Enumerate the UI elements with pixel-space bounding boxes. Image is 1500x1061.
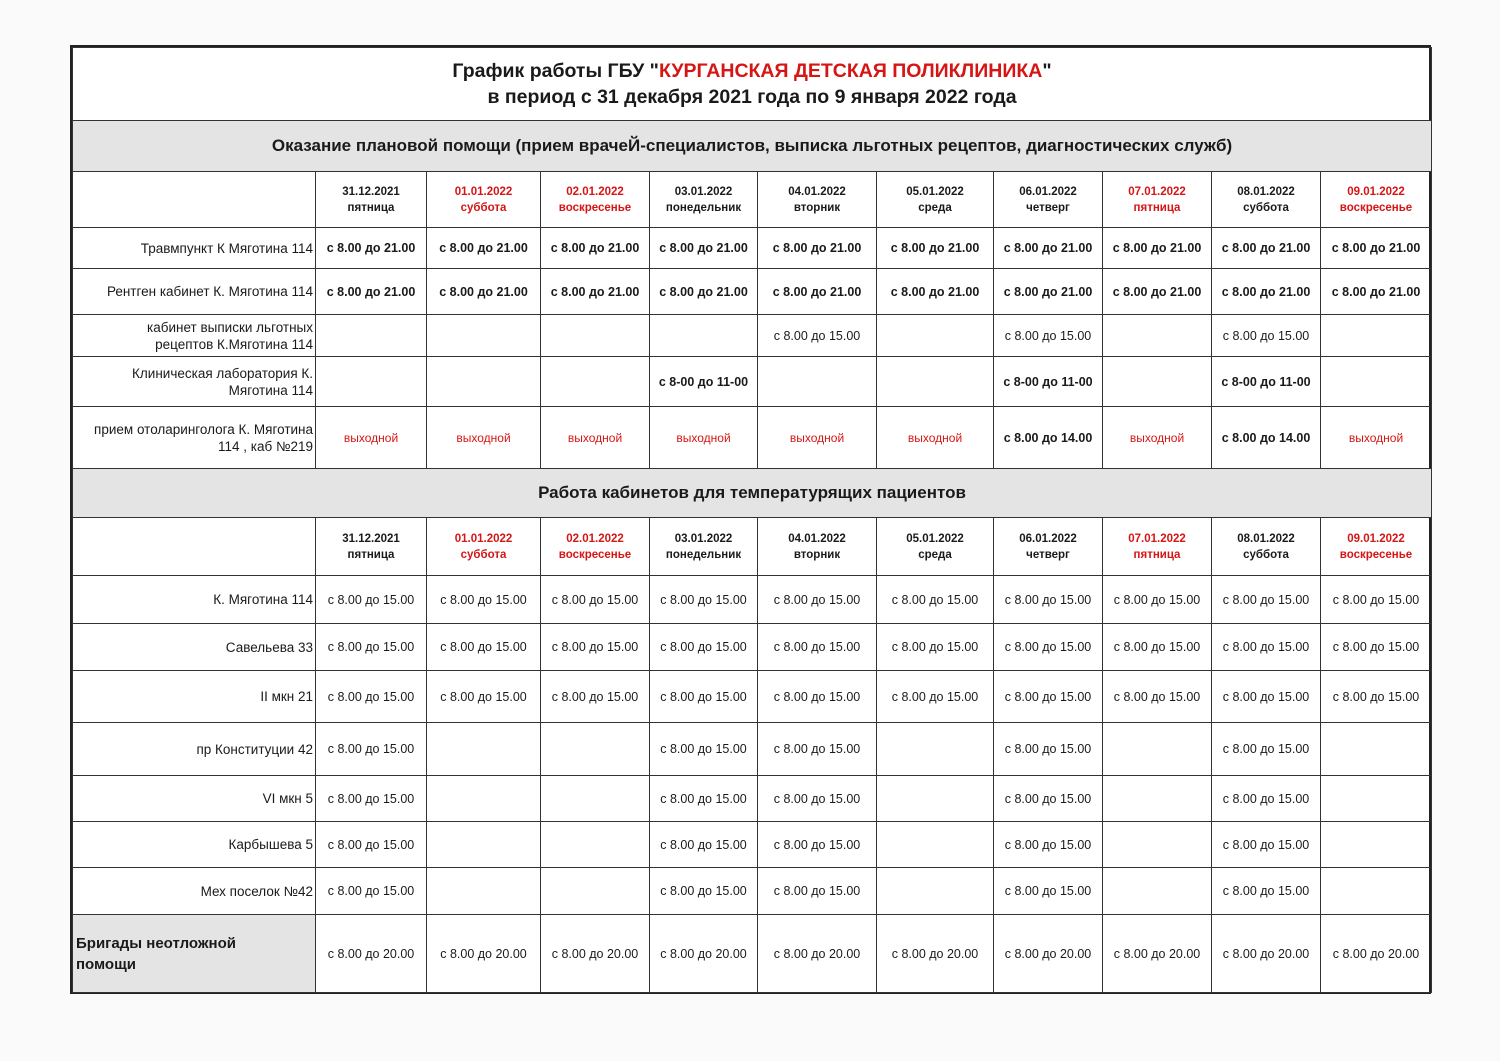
schedule-cell xyxy=(877,723,994,776)
schedule-cell: с 8.00 до 21.00 xyxy=(650,228,758,269)
schedule-cell: выходной xyxy=(1321,407,1432,469)
schedule-table xyxy=(72,47,1432,993)
schedule-cell: с 8.00 до 21.00 xyxy=(650,269,758,315)
schedule-cell: с 8.00 до 15.00 xyxy=(994,822,1103,868)
schedule-cell: с 8.00 до 21.00 xyxy=(1212,228,1321,269)
schedule-cell: с 8.00 до 15.00 xyxy=(316,822,427,868)
schedule-cell xyxy=(541,357,650,407)
table-row xyxy=(73,624,1432,671)
schedule-cell: с 8.00 до 15.00 xyxy=(994,624,1103,671)
day-header: 31.12.2021 пятница xyxy=(316,172,427,228)
schedule-cell: выходной xyxy=(650,407,758,469)
day-header: 09.01.2022 воскресенье xyxy=(1321,172,1432,228)
day-header: 08.01.2022 суббота xyxy=(1212,172,1321,228)
schedule-cell: с 8.00 до 15.00 xyxy=(758,315,877,357)
schedule-cell: выходной xyxy=(877,407,994,469)
schedule-cell xyxy=(1103,357,1212,407)
day-header: 01.01.2022 суббота xyxy=(427,518,541,576)
schedule-cell: с 8.00 до 15.00 xyxy=(1212,868,1321,915)
schedule-sheet xyxy=(70,45,1431,994)
day-header: 05.01.2022 среда xyxy=(877,518,994,576)
schedule-cell xyxy=(1103,822,1212,868)
row-label: Савельева 33 xyxy=(73,624,316,671)
schedule-cell xyxy=(650,315,758,357)
schedule-cell: с 8.00 до 15.00 xyxy=(1321,624,1432,671)
schedule-cell: выходной xyxy=(1103,407,1212,469)
schedule-cell: с 8.00 до 15.00 xyxy=(994,868,1103,915)
schedule-cell: с 8.00 до 21.00 xyxy=(758,228,877,269)
day-header: 04.01.2022 вторник xyxy=(758,172,877,228)
schedule-cell xyxy=(877,776,994,822)
schedule-cell: с 8.00 до 21.00 xyxy=(877,228,994,269)
schedule-cell xyxy=(877,357,994,407)
row-label: Клиническая лаборатория К. Мяготина 114 xyxy=(73,357,316,407)
schedule-cell: с 8.00 до 14.00 xyxy=(1212,407,1321,469)
schedule-cell: с 8.00 до 21.00 xyxy=(1321,269,1432,315)
schedule-cell: с 8.00 до 21.00 xyxy=(758,269,877,315)
schedule-cell: с 8.00 до 15.00 xyxy=(427,576,541,624)
schedule-cell: с 8.00 до 21.00 xyxy=(1103,269,1212,315)
schedule-cell: с 8.00 до 21.00 xyxy=(1212,269,1321,315)
schedule-cell: с 8.00 до 20.00 xyxy=(758,915,877,993)
row-label: Рентген кабинет К. Мяготина 114 xyxy=(73,269,316,315)
schedule-cell xyxy=(1321,357,1432,407)
schedule-cell: с 8.00 до 21.00 xyxy=(427,228,541,269)
table-row xyxy=(73,576,1432,624)
schedule-cell xyxy=(316,315,427,357)
schedule-cell xyxy=(877,315,994,357)
day-header: 07.01.2022 пятница xyxy=(1103,172,1212,228)
schedule-cell: с 8.00 до 21.00 xyxy=(541,228,650,269)
corner-cell xyxy=(73,172,316,228)
schedule-cell: с 8.00 до 15.00 xyxy=(877,671,994,723)
schedule-cell xyxy=(1321,723,1432,776)
period-subtitle: в период с 31 декабря 2021 года по 9 января 2022 года xyxy=(487,86,1017,108)
schedule-cell: с 8.00 до 15.00 xyxy=(1212,576,1321,624)
corner-cell xyxy=(73,518,316,576)
schedule-cell: с 8.00 до 15.00 xyxy=(758,671,877,723)
schedule-cell: с 8.00 до 15.00 xyxy=(994,315,1103,357)
day-header: 31.12.2021 пятница xyxy=(316,518,427,576)
schedule-cell xyxy=(1103,723,1212,776)
schedule-cell xyxy=(541,723,650,776)
day-header: 04.01.2022 вторник xyxy=(758,518,877,576)
schedule-cell: с 8.00 до 20.00 xyxy=(1212,915,1321,993)
row-label: II мкн 21 xyxy=(73,671,316,723)
table-row xyxy=(73,723,1432,776)
row-label: Карбышева 5 xyxy=(73,822,316,868)
schedule-cell: с 8.00 до 15.00 xyxy=(1103,671,1212,723)
brigade-row xyxy=(73,915,1432,993)
schedule-cell: с 8.00 до 15.00 xyxy=(1212,776,1321,822)
schedule-cell xyxy=(1321,868,1432,915)
row-label: Травмпункт К Мяготина 114 xyxy=(73,228,316,269)
day-header: 03.01.2022 понедельник xyxy=(650,172,758,228)
schedule-cell xyxy=(541,776,650,822)
schedule-cell: с 8.00 до 15.00 xyxy=(1212,822,1321,868)
schedule-cell: с 8.00 до 20.00 xyxy=(541,915,650,993)
schedule-cell xyxy=(427,357,541,407)
schedule-cell: с 8.00 до 15.00 xyxy=(1321,671,1432,723)
schedule-cell xyxy=(1321,315,1432,357)
schedule-cell: с 8.00 до 21.00 xyxy=(316,269,427,315)
section2-title: Работа кабинетов для температурящих пациентов xyxy=(73,469,1432,518)
schedule-cell: с 8.00 до 20.00 xyxy=(1103,915,1212,993)
schedule-cell: с 8.00 до 15.00 xyxy=(650,868,758,915)
schedule-cell: с 8.00 до 15.00 xyxy=(650,576,758,624)
schedule-cell: выходной xyxy=(541,407,650,469)
schedule-cell: с 8.00 до 20.00 xyxy=(877,915,994,993)
schedule-cell: с 8.00 до 15.00 xyxy=(1212,671,1321,723)
schedule-cell xyxy=(1103,315,1212,357)
schedule-cell xyxy=(541,868,650,915)
day-header: 06.01.2022 четверг xyxy=(994,518,1103,576)
schedule-cell: с 8.00 до 20.00 xyxy=(994,915,1103,993)
schedule-cell: с 8.00 до 15.00 xyxy=(758,776,877,822)
schedule-cell: с 8.00 до 21.00 xyxy=(316,228,427,269)
schedule-cell: с 8.00 до 15.00 xyxy=(758,822,877,868)
schedule-cell: выходной xyxy=(758,407,877,469)
schedule-cell: с 8.00 до 15.00 xyxy=(650,671,758,723)
schedule-cell xyxy=(427,315,541,357)
day-header: 03.01.2022 понедельник xyxy=(650,518,758,576)
schedule-cell: с 8.00 до 15.00 xyxy=(650,624,758,671)
schedule-cell xyxy=(316,357,427,407)
schedule-cell: с 8-00 до 11-00 xyxy=(994,357,1103,407)
organization-name: КУРГАНСКАЯ ДЕТСКАЯ ПОЛИКЛИНИКА xyxy=(658,60,1043,82)
schedule-cell xyxy=(1103,868,1212,915)
schedule-cell xyxy=(1321,822,1432,868)
schedule-cell xyxy=(877,868,994,915)
schedule-cell: с 8.00 до 15.00 xyxy=(1321,576,1432,624)
day-header: 08.01.2022 суббота xyxy=(1212,518,1321,576)
title-line: График работы ГБУ "КУРГАНСКАЯ ДЕТСКАЯ ПОЛИКЛИНИКА" xyxy=(452,60,1052,82)
row-label: прием отоларинголога К. Мяготина 114 , каб №219 xyxy=(73,407,316,469)
schedule-cell: с 8.00 до 15.00 xyxy=(1212,315,1321,357)
schedule-cell: с 8.00 до 14.00 xyxy=(994,407,1103,469)
schedule-cell: с 8.00 до 15.00 xyxy=(316,723,427,776)
schedule-cell: с 8.00 до 21.00 xyxy=(1103,228,1212,269)
day-header: 06.01.2022 четверг xyxy=(994,172,1103,228)
schedule-cell: с 8.00 до 15.00 xyxy=(316,868,427,915)
day-header: 01.01.2022 суббота xyxy=(427,172,541,228)
schedule-cell: с 8.00 до 15.00 xyxy=(1212,624,1321,671)
schedule-cell: с 8.00 до 15.00 xyxy=(994,576,1103,624)
row-label: К. Мяготина 114 xyxy=(73,576,316,624)
table-row xyxy=(73,407,1432,469)
row-label: пр Конституции 42 xyxy=(73,723,316,776)
day-header: 02.01.2022 воскресенье xyxy=(541,518,650,576)
schedule-cell: с 8.00 до 21.00 xyxy=(994,269,1103,315)
schedule-cell: с 8.00 до 15.00 xyxy=(1103,624,1212,671)
schedule-cell xyxy=(758,357,877,407)
schedule-cell: с 8.00 до 15.00 xyxy=(316,776,427,822)
table-row xyxy=(73,868,1432,915)
table-row xyxy=(73,228,1432,269)
schedule-cell xyxy=(1321,776,1432,822)
schedule-cell: с 8.00 до 15.00 xyxy=(650,776,758,822)
schedule-cell: с 8.00 до 15.00 xyxy=(316,624,427,671)
schedule-cell: с 8.00 до 20.00 xyxy=(316,915,427,993)
document-title xyxy=(73,48,1432,121)
schedule-cell: с 8.00 до 21.00 xyxy=(1321,228,1432,269)
schedule-cell: с 8.00 до 20.00 xyxy=(650,915,758,993)
row-label: VI мкн 5 xyxy=(73,776,316,822)
schedule-cell: с 8.00 до 15.00 xyxy=(427,624,541,671)
brigade-label: Бригады неотложной помощи xyxy=(73,915,316,993)
schedule-cell: с 8.00 до 21.00 xyxy=(994,228,1103,269)
schedule-cell xyxy=(427,776,541,822)
schedule-cell xyxy=(427,868,541,915)
schedule-cell: с 8.00 до 15.00 xyxy=(427,671,541,723)
table-row xyxy=(73,822,1432,868)
schedule-cell: выходной xyxy=(316,407,427,469)
schedule-cell: с 8.00 до 15.00 xyxy=(994,776,1103,822)
schedule-cell xyxy=(541,822,650,868)
schedule-cell: с 8.00 до 20.00 xyxy=(427,915,541,993)
schedule-cell: с 8.00 до 15.00 xyxy=(541,671,650,723)
day-header: 05.01.2022 среда xyxy=(877,172,994,228)
schedule-cell: с 8.00 до 20.00 xyxy=(1321,915,1432,993)
schedule-cell: с 8.00 до 21.00 xyxy=(877,269,994,315)
schedule-cell: с 8.00 до 15.00 xyxy=(994,723,1103,776)
schedule-cell xyxy=(427,822,541,868)
schedule-cell: с 8.00 до 15.00 xyxy=(877,576,994,624)
schedule-cell xyxy=(877,822,994,868)
schedule-cell: с 8.00 до 15.00 xyxy=(650,822,758,868)
schedule-cell: с 8-00 до 11-00 xyxy=(650,357,758,407)
table-row xyxy=(73,357,1432,407)
day-header-row xyxy=(73,172,1432,228)
day-header: 09.01.2022 воскресенье xyxy=(1321,518,1432,576)
schedule-cell: с 8.00 до 15.00 xyxy=(541,624,650,671)
schedule-cell: с 8.00 до 15.00 xyxy=(877,624,994,671)
schedule-cell xyxy=(427,723,541,776)
schedule-cell: с 8.00 до 21.00 xyxy=(427,269,541,315)
table-row xyxy=(73,776,1432,822)
section1-title: Оказание плановой помощи (прием врачеЙ-специалистов, выписка льготных рецептов, диагностических служб) xyxy=(73,121,1432,172)
schedule-cell: с 8.00 до 15.00 xyxy=(758,868,877,915)
row-label: кабинет выписки льготных рецептов К.Мяготина 114 xyxy=(73,315,316,357)
schedule-cell: с 8.00 до 15.00 xyxy=(316,671,427,723)
schedule-cell: выходной xyxy=(427,407,541,469)
schedule-cell: с 8.00 до 15.00 xyxy=(1103,576,1212,624)
schedule-cell xyxy=(1103,776,1212,822)
schedule-cell: с 8.00 до 15.00 xyxy=(758,723,877,776)
table-row xyxy=(73,269,1432,315)
table-row xyxy=(73,315,1432,357)
schedule-cell: с 8.00 до 15.00 xyxy=(1212,723,1321,776)
schedule-cell: с 8.00 до 21.00 xyxy=(541,269,650,315)
schedule-cell xyxy=(541,315,650,357)
day-header-row xyxy=(73,518,1432,576)
schedule-cell: с 8.00 до 15.00 xyxy=(994,671,1103,723)
schedule-cell: с 8.00 до 15.00 xyxy=(650,723,758,776)
day-header: 02.01.2022 воскресенье xyxy=(541,172,650,228)
schedule-cell: с 8.00 до 15.00 xyxy=(316,576,427,624)
schedule-cell: с 8-00 до 11-00 xyxy=(1212,357,1321,407)
day-header: 07.01.2022 пятница xyxy=(1103,518,1212,576)
table-row xyxy=(73,671,1432,723)
schedule-cell: с 8.00 до 15.00 xyxy=(758,624,877,671)
row-label: Мех поселок №42 xyxy=(73,868,316,915)
schedule-cell: с 8.00 до 15.00 xyxy=(758,576,877,624)
schedule-cell: с 8.00 до 15.00 xyxy=(541,576,650,624)
